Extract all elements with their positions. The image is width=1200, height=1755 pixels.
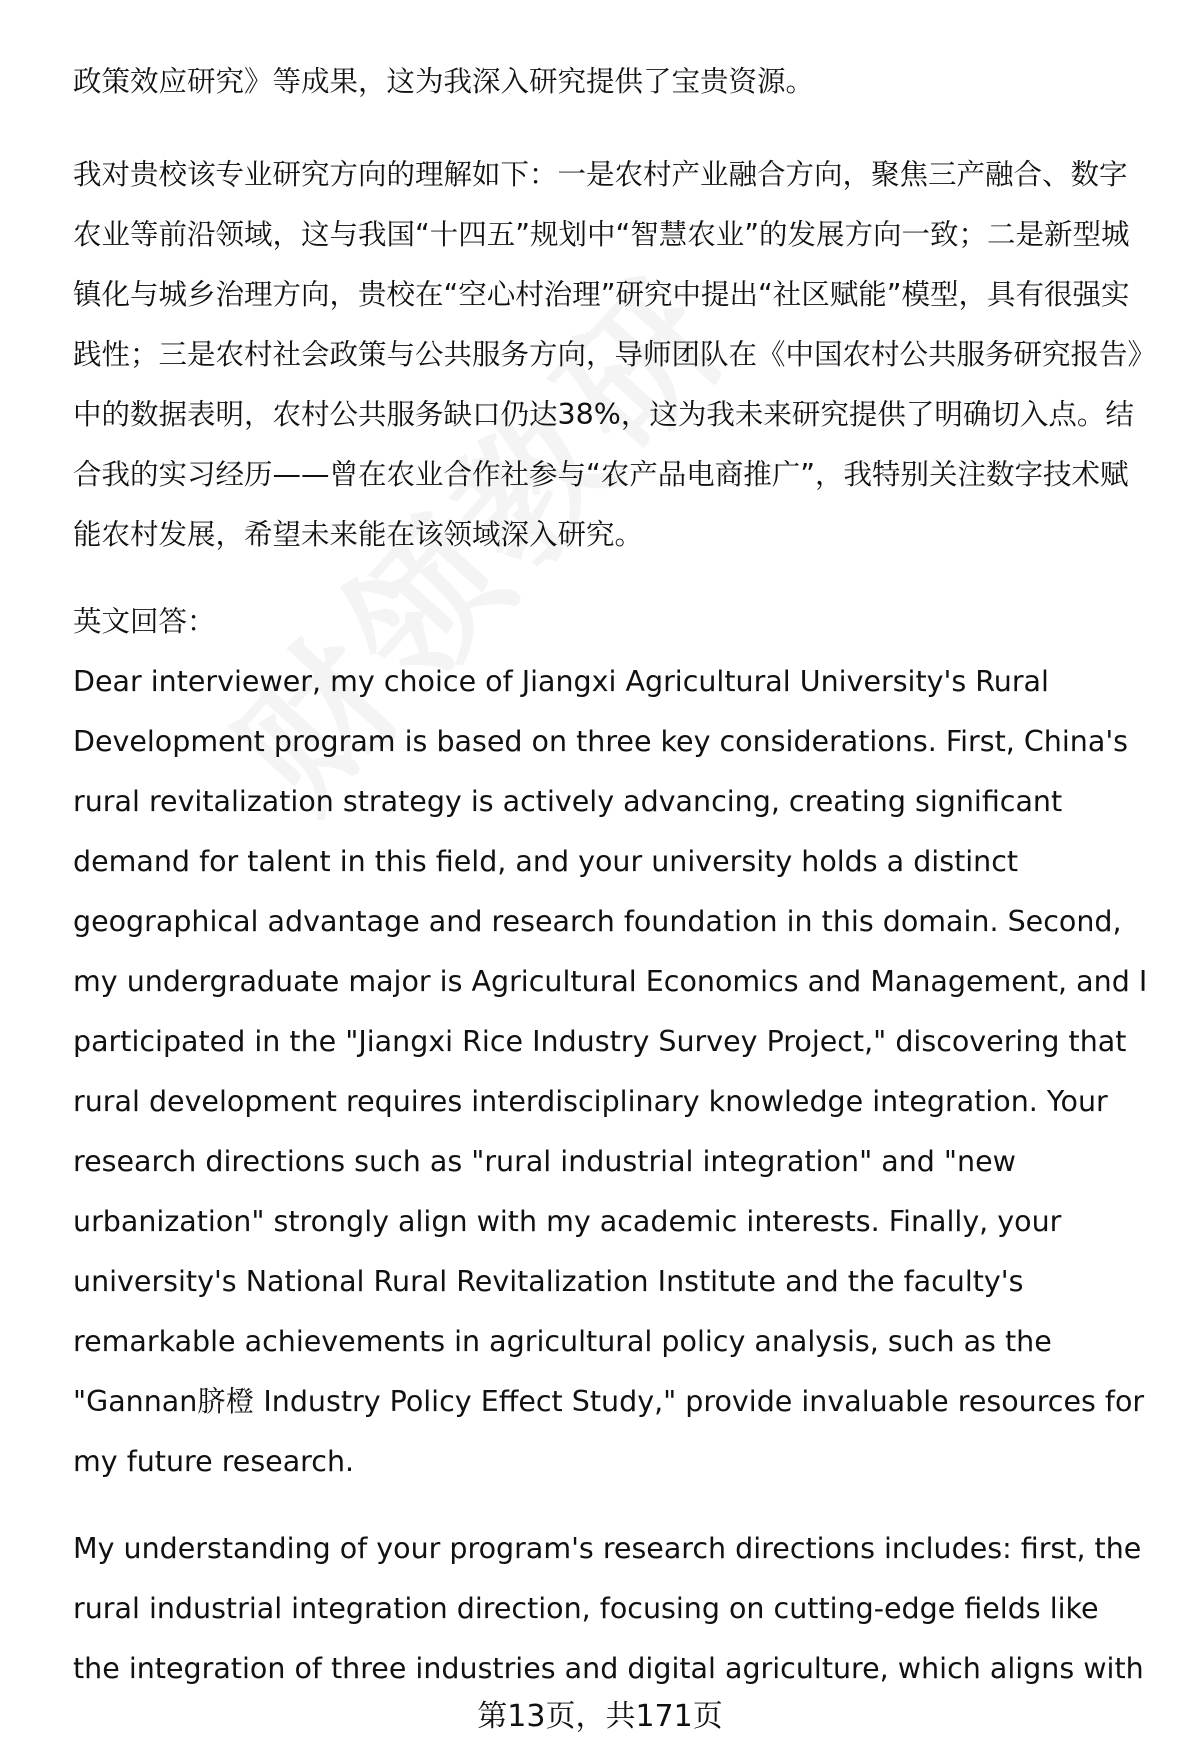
document-body — [73, 52, 1148, 1699]
paragraph-cn-continuation: 政策效应研究》等成果，这为我深入研究提供了宝贵资源。 — [73, 65, 815, 98]
paragraph-en-choice: Dear interviewer, my choice of Jiangxi Agricultural University's Rural Development program is based on three key considerations. First, China's rural revitalization strategy is actively advancing, creating significant demand for talent in this field, and your university holds a distinct geographical advantage and research foundation in this domain. Second, my undergraduate major is Agricultural Economics and Management, and I participated in the "Jiangxi Rice Industry Survey Project," discovering that rural development requires interdisciplinary knowledge integration. Your research directions such as "rural industrial integration" and "new urbanization" strongly align with my academic interests. Finally, your university's National Rural Revitalization Institute and the faculty's remarkable achievements in agricultural policy analysis, such as the "Gannan脐橙 Industry Policy Effect Study," provide invaluable resources for my future research. — [73, 665, 1148, 1478]
paragraph-en-understanding: My understanding of your program's research directions includes: first, the rural industrial integration direction, focusing on cutting-edge fields like the integration of three industries and digital agriculture, which aligns with — [73, 1532, 1144, 1685]
page-number-footer: 第13页，共171页 — [477, 1699, 723, 1734]
paragraph-cn-understanding: 我对贵校该专业研究方向的理解如下：一是农村产业融合方向，聚焦三产融合、数字农业等前沿领域，这与我国“十四五”规划中“智慧农业”的发展方向一致；二是新型城镇化与城乡治理方向，贵校在“空心村治理”研究中提出“社区赋能”模型，具有很强实践性；三是农村社会政策与公共服务方向，导师团队在《中国农村公共服务研究报告》中的数据表明，农村公共服务缺口仍达38%，这为我未来研究提供了明确切入点。结合我的实习经历——曾在农业合作社参与“农产品电商推广”，我特别关注数字技术赋能农村发展，希望未来能在该领域深入研究。 — [73, 158, 1142, 551]
english-answer-heading: 英文回答： — [73, 605, 216, 638]
